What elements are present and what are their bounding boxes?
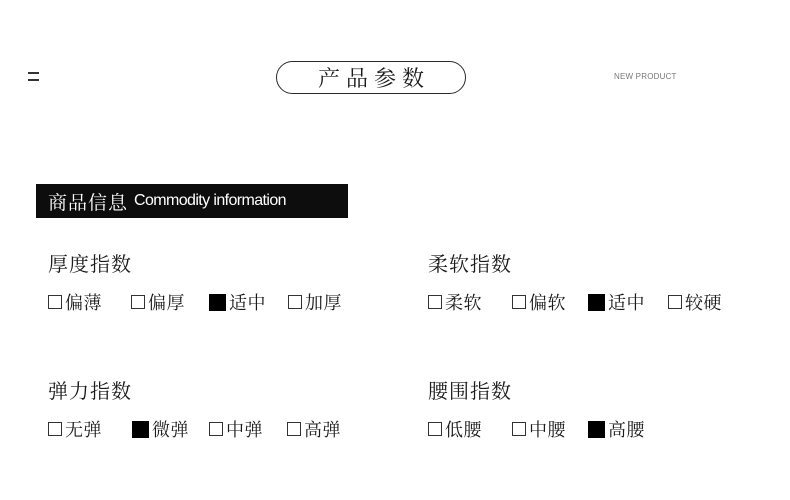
group-heading: 厚度指数 [48, 252, 132, 276]
checkbox[interactable] [512, 422, 526, 436]
checkbox[interactable] [428, 422, 442, 436]
section-banner-title: 商品信息 [48, 191, 129, 214]
page-subtitle: NEW PRODUCT [614, 72, 677, 81]
option-list [428, 418, 788, 440]
option-item[interactable] [512, 418, 566, 440]
option-label: 加厚 [305, 293, 342, 314]
option-item[interactable] [209, 418, 263, 440]
option-label: 无弹 [65, 420, 102, 441]
option-item[interactable] [512, 291, 566, 313]
option-item[interactable] [48, 418, 102, 440]
option-label: 柔软 [445, 293, 482, 314]
softness-index-group [428, 248, 722, 314]
option-label: 中腰 [529, 420, 566, 441]
checkbox[interactable] [512, 295, 526, 309]
option-item[interactable] [668, 291, 722, 313]
elasticity-index-group [48, 375, 341, 441]
option-label: 适中 [608, 293, 645, 314]
checkbox[interactable] [209, 422, 223, 436]
option-label: 偏厚 [148, 293, 185, 314]
option-item[interactable] [48, 291, 102, 313]
checkbox-checked[interactable] [588, 421, 605, 438]
checkbox[interactable] [288, 295, 302, 309]
option-item[interactable] [209, 291, 266, 313]
page-title: 产品参数 [276, 61, 466, 94]
option-label: 高弹 [304, 420, 341, 441]
option-label: 低腰 [445, 420, 482, 441]
checkbox-checked[interactable] [209, 294, 226, 311]
option-item[interactable] [288, 291, 342, 313]
waist-index-group [428, 375, 645, 441]
checkbox-checked[interactable] [132, 421, 149, 438]
option-label: 偏薄 [65, 293, 102, 314]
menu-icon-bar [28, 79, 39, 81]
menu-icon-bar [28, 72, 39, 74]
checkbox[interactable] [131, 295, 145, 309]
option-item[interactable] [588, 418, 645, 440]
option-label: 高腰 [608, 420, 645, 441]
checkbox[interactable] [48, 295, 62, 309]
option-item[interactable] [132, 418, 189, 440]
group-heading: 柔软指数 [428, 252, 512, 276]
menu-icon [28, 72, 39, 81]
checkbox[interactable] [668, 295, 682, 309]
option-item[interactable] [287, 418, 341, 440]
checkbox-checked[interactable] [588, 294, 605, 311]
option-label: 较硬 [685, 293, 722, 314]
checkbox[interactable] [287, 422, 301, 436]
thickness-index-group [48, 248, 342, 314]
option-item[interactable] [428, 291, 482, 313]
option-label: 偏软 [529, 293, 566, 314]
option-list [48, 291, 408, 313]
option-label: 微弹 [152, 420, 189, 441]
checkbox[interactable] [48, 422, 62, 436]
section-banner [36, 184, 348, 218]
checkbox[interactable] [428, 295, 442, 309]
section-banner-subtitle: Commodity information [134, 192, 286, 209]
group-heading: 弹力指数 [48, 379, 132, 403]
group-heading: 腰围指数 [428, 379, 512, 403]
option-label: 中弹 [226, 420, 263, 441]
option-list [428, 291, 788, 313]
option-item[interactable] [428, 418, 482, 440]
option-list [48, 418, 408, 440]
option-label: 适中 [229, 293, 266, 314]
option-item[interactable] [588, 291, 645, 313]
option-item[interactable] [131, 291, 185, 313]
